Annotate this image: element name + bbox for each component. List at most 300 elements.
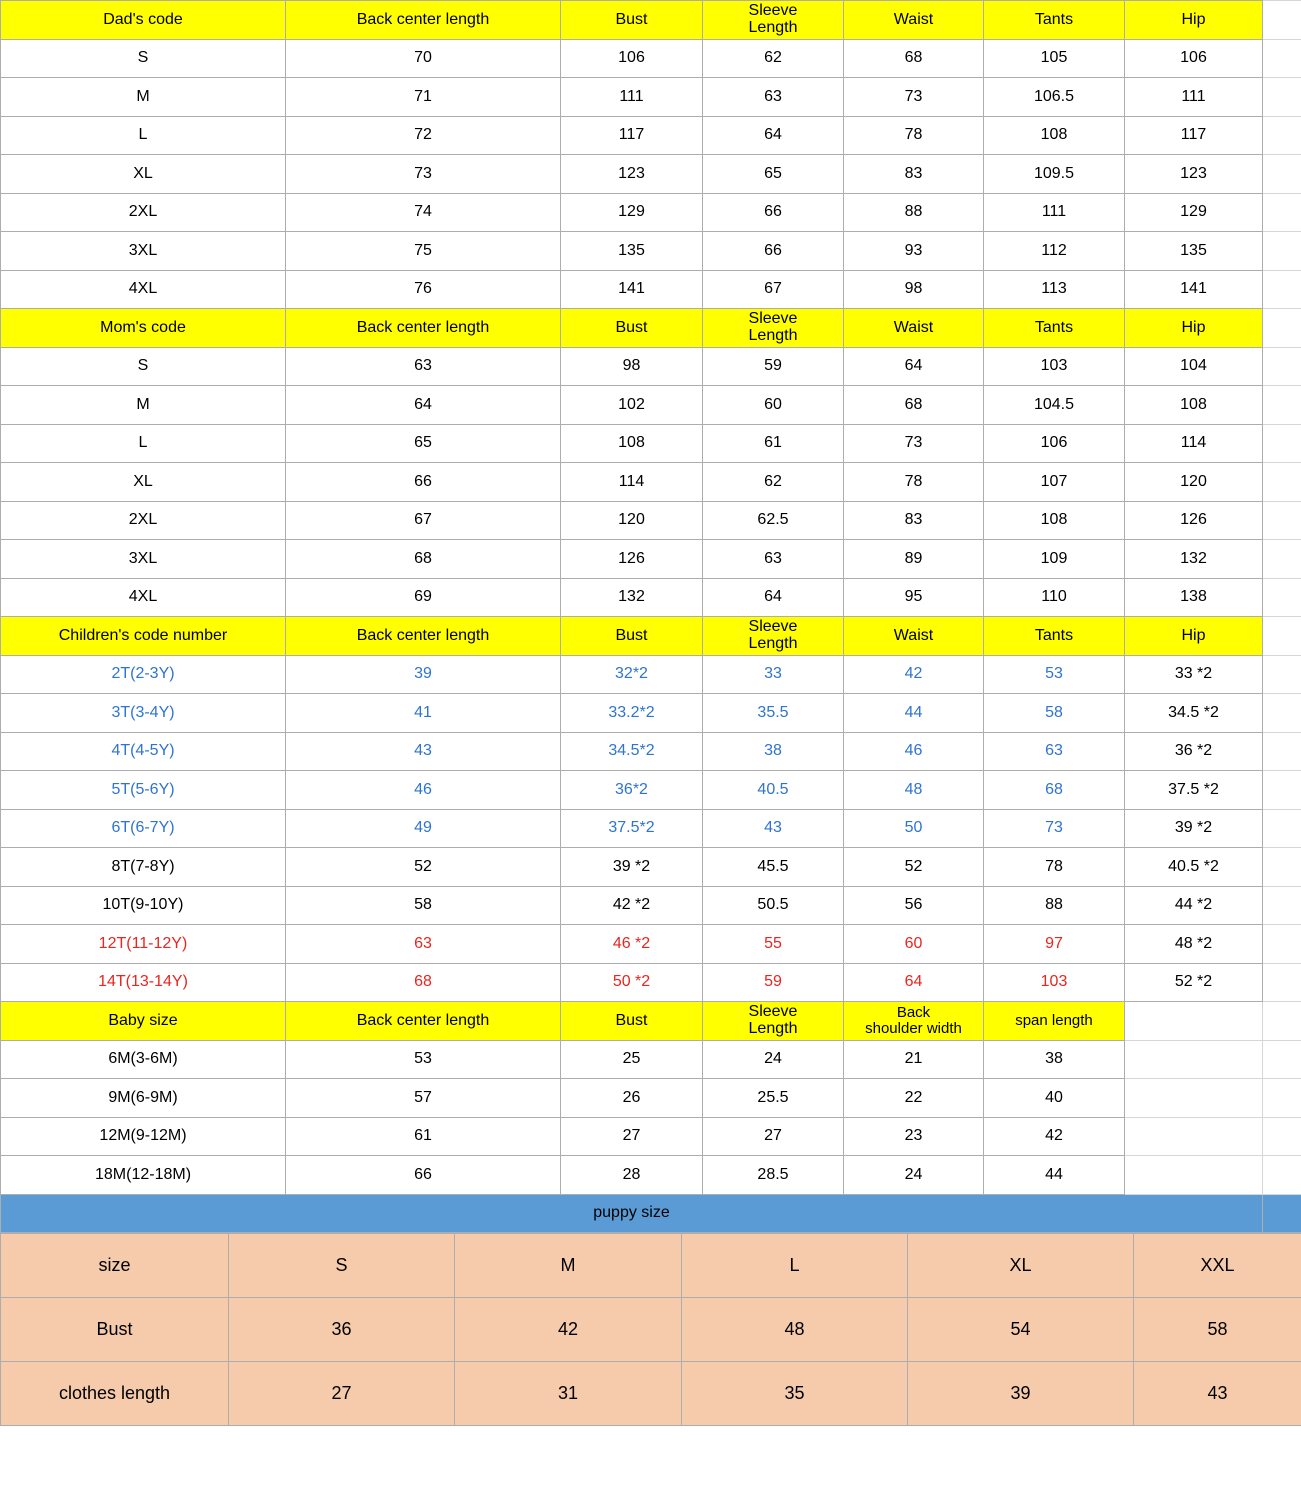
cell-bust: 135 bbox=[561, 232, 703, 271]
cell-back-center-length: 72 bbox=[286, 116, 561, 155]
table-row bbox=[1, 771, 1301, 810]
table-header-row-baby bbox=[1, 1002, 1301, 1041]
cell-back-shoulder-width: 24 bbox=[844, 1156, 984, 1195]
mom-header-waist: Waist bbox=[844, 309, 984, 348]
cell-hip: 48 *2 bbox=[1125, 925, 1263, 964]
cell-tants: 106.5 bbox=[984, 78, 1125, 117]
cell-sleeve-length: 24 bbox=[703, 1040, 844, 1079]
spacer-cell bbox=[1263, 694, 1301, 733]
cell-hip: 52 *2 bbox=[1125, 963, 1263, 1002]
cell-size: S bbox=[1, 347, 286, 386]
cell-waist: 50 bbox=[844, 809, 984, 848]
cell-tants: 111 bbox=[984, 193, 1125, 232]
spacer-cell bbox=[1263, 39, 1301, 78]
cell-back-center-length: 58 bbox=[286, 886, 561, 925]
table-row bbox=[1, 501, 1301, 540]
spacer-cell bbox=[1263, 463, 1301, 502]
table-header-row-children bbox=[1, 617, 1301, 656]
cell-tants: 53 bbox=[984, 655, 1125, 694]
dad-header-bust: Bust bbox=[561, 1, 703, 40]
cell-tants: 110 bbox=[984, 578, 1125, 617]
puppy-size-band bbox=[1, 1194, 1301, 1233]
children-header-bust: Bust bbox=[561, 617, 703, 656]
cell-bust-m: 42 bbox=[455, 1298, 682, 1362]
cell-hip: 40.5 *2 bbox=[1125, 848, 1263, 887]
cell-bust: 114 bbox=[561, 463, 703, 502]
cell-size: 4XL bbox=[1, 578, 286, 617]
cell-back-center-length: 76 bbox=[286, 270, 561, 309]
cell-waist: 98 bbox=[844, 270, 984, 309]
cell-back-center-length: 57 bbox=[286, 1079, 561, 1118]
cell-sleeve-length: 66 bbox=[703, 232, 844, 271]
puppy-row-label-clothes-length: clothes length bbox=[1, 1362, 229, 1426]
puppy-size-table bbox=[0, 1233, 1301, 1426]
cell-hip: 108 bbox=[1125, 386, 1263, 425]
mom-header-code: Mom's code bbox=[1, 309, 286, 348]
spacer-cell bbox=[1263, 116, 1301, 155]
mom-header-tants: Tants bbox=[984, 309, 1125, 348]
table-row bbox=[1, 232, 1301, 271]
cell-bust: 98 bbox=[561, 347, 703, 386]
cell-tants: 108 bbox=[984, 501, 1125, 540]
cell-tants: 106 bbox=[984, 424, 1125, 463]
cell-back-center-length: 63 bbox=[286, 347, 561, 386]
table-row bbox=[1, 1040, 1301, 1079]
cell-bust: 37.5*2 bbox=[561, 809, 703, 848]
cell-hip: 44 *2 bbox=[1125, 886, 1263, 925]
cell-back-center-length: 64 bbox=[286, 386, 561, 425]
table-row bbox=[1, 925, 1301, 964]
cell-back-center-length: 65 bbox=[286, 424, 561, 463]
cell-bust: 106 bbox=[561, 39, 703, 78]
cell-sleeve-length: 63 bbox=[703, 540, 844, 579]
table-row bbox=[1, 963, 1301, 1002]
cell-back-shoulder-width: 23 bbox=[844, 1117, 984, 1156]
cell-waist: 60 bbox=[844, 925, 984, 964]
cell-waist: 56 bbox=[844, 886, 984, 925]
cell-bust: 129 bbox=[561, 193, 703, 232]
cell-back-center-length: 66 bbox=[286, 463, 561, 502]
cell-tants: 109 bbox=[984, 540, 1125, 579]
cell-size: 5T(5-6Y) bbox=[1, 771, 286, 810]
table-row bbox=[1, 116, 1301, 155]
cell-size: L bbox=[1, 116, 286, 155]
spacer-cell bbox=[1125, 1079, 1263, 1118]
cell-back-center-length: 41 bbox=[286, 694, 561, 733]
cell-tants: 103 bbox=[984, 963, 1125, 1002]
baby-header-back-center-length: Back center length bbox=[286, 1002, 561, 1041]
cell-hip: 129 bbox=[1125, 193, 1263, 232]
cell-tants: 63 bbox=[984, 732, 1125, 771]
cell-tants: 113 bbox=[984, 270, 1125, 309]
spacer-cell bbox=[1263, 1194, 1301, 1233]
cell-sleeve-length: 59 bbox=[703, 963, 844, 1002]
spacer-cell bbox=[1263, 1156, 1301, 1195]
cell-bust: 120 bbox=[561, 501, 703, 540]
cell-bust: 26 bbox=[561, 1079, 703, 1118]
spacer-cell bbox=[1263, 424, 1301, 463]
cell-bust: 46 *2 bbox=[561, 925, 703, 964]
mom-header-back-center-length: Back center length bbox=[286, 309, 561, 348]
cell-sleeve-length: 62 bbox=[703, 39, 844, 78]
cell-sleeve-length: 62.5 bbox=[703, 501, 844, 540]
cell-back-center-length: 46 bbox=[286, 771, 561, 810]
cell-back-center-length: 68 bbox=[286, 963, 561, 1002]
cell-back-center-length: 74 bbox=[286, 193, 561, 232]
table-row bbox=[1, 424, 1301, 463]
spacer-cell bbox=[1125, 1040, 1263, 1079]
cell-hip: 114 bbox=[1125, 424, 1263, 463]
puppy-row-label-bust: Bust bbox=[1, 1298, 229, 1362]
spacer-cell bbox=[1263, 193, 1301, 232]
cell-back-center-length: 69 bbox=[286, 578, 561, 617]
cell-sleeve-length: 65 bbox=[703, 155, 844, 194]
cell-sleeve-length: 62 bbox=[703, 463, 844, 502]
cell-bust: 39 *2 bbox=[561, 848, 703, 887]
cell-waist: 48 bbox=[844, 771, 984, 810]
cell-waist: 95 bbox=[844, 578, 984, 617]
cell-back-center-length: 73 bbox=[286, 155, 561, 194]
table-row bbox=[1, 1362, 1301, 1426]
spacer-cell bbox=[1263, 270, 1301, 309]
cell-size: 3XL bbox=[1, 540, 286, 579]
cell-back-center-length: 39 bbox=[286, 655, 561, 694]
cell-size: 3T(3-4Y) bbox=[1, 694, 286, 733]
children-header-waist: Waist bbox=[844, 617, 984, 656]
spacer-cell bbox=[1263, 578, 1301, 617]
table-header-row-dad bbox=[1, 1, 1301, 40]
baby-header-bust: Bust bbox=[561, 1002, 703, 1041]
spacer-cell bbox=[1125, 1156, 1263, 1195]
cell-sleeve-length: 55 bbox=[703, 925, 844, 964]
cell-sleeve-length: 64 bbox=[703, 578, 844, 617]
cell-size: 14T(13-14Y) bbox=[1, 963, 286, 1002]
cell-size: 9M(6-9M) bbox=[1, 1079, 286, 1118]
cell-bust: 117 bbox=[561, 116, 703, 155]
cell-waist: 73 bbox=[844, 78, 984, 117]
cell-hip: 39 *2 bbox=[1125, 809, 1263, 848]
cell-tants: 107 bbox=[984, 463, 1125, 502]
cell-back-center-length: 61 bbox=[286, 1117, 561, 1156]
puppy-header-xxl: XXL bbox=[1134, 1234, 1301, 1298]
baby-header-sleeve-length: Sleeve Length bbox=[703, 1002, 844, 1041]
cell-span-length: 40 bbox=[984, 1079, 1125, 1118]
cell-tants: 103 bbox=[984, 347, 1125, 386]
dad-header-hip: Hip bbox=[1125, 1, 1263, 40]
cell-waist: 78 bbox=[844, 116, 984, 155]
cell-clothes-length-l: 35 bbox=[682, 1362, 908, 1426]
cell-bust: 126 bbox=[561, 540, 703, 579]
puppy-header-size: size bbox=[1, 1234, 229, 1298]
cell-size: 2XL bbox=[1, 501, 286, 540]
dad-header-code: Dad's code bbox=[1, 1, 286, 40]
cell-tants: 108 bbox=[984, 116, 1125, 155]
cell-sleeve-length: 59 bbox=[703, 347, 844, 386]
cell-tants: 104.5 bbox=[984, 386, 1125, 425]
cell-size: L bbox=[1, 424, 286, 463]
cell-size: XL bbox=[1, 463, 286, 502]
cell-back-center-length: 53 bbox=[286, 1040, 561, 1079]
children-header-tants: Tants bbox=[984, 617, 1125, 656]
cell-bust: 141 bbox=[561, 270, 703, 309]
cell-size: S bbox=[1, 39, 286, 78]
cell-size: 18M(12-18M) bbox=[1, 1156, 286, 1195]
table-row bbox=[1, 463, 1301, 502]
table-row bbox=[1, 848, 1301, 887]
table-row bbox=[1, 155, 1301, 194]
cell-bust: 111 bbox=[561, 78, 703, 117]
cell-size: 12M(9-12M) bbox=[1, 1117, 286, 1156]
cell-bust: 123 bbox=[561, 155, 703, 194]
table-row bbox=[1, 578, 1301, 617]
cell-size: 10T(9-10Y) bbox=[1, 886, 286, 925]
cell-back-center-length: 43 bbox=[286, 732, 561, 771]
cell-waist: 42 bbox=[844, 655, 984, 694]
cell-tants: 112 bbox=[984, 232, 1125, 271]
cell-sleeve-length: 64 bbox=[703, 116, 844, 155]
spacer-cell bbox=[1125, 1117, 1263, 1156]
table-row bbox=[1, 78, 1301, 117]
cell-sleeve-length: 63 bbox=[703, 78, 844, 117]
table-row bbox=[1, 193, 1301, 232]
cell-waist: 46 bbox=[844, 732, 984, 771]
cell-sleeve-length: 40.5 bbox=[703, 771, 844, 810]
cell-bust: 108 bbox=[561, 424, 703, 463]
cell-hip: 36 *2 bbox=[1125, 732, 1263, 771]
cell-hip: 132 bbox=[1125, 540, 1263, 579]
cell-hip: 117 bbox=[1125, 116, 1263, 155]
table-row bbox=[1, 540, 1301, 579]
cell-back-center-length: 75 bbox=[286, 232, 561, 271]
cell-size: 2T(2-3Y) bbox=[1, 655, 286, 694]
cell-waist: 83 bbox=[844, 501, 984, 540]
cell-back-center-length: 49 bbox=[286, 809, 561, 848]
spacer-cell bbox=[1263, 1079, 1301, 1118]
cell-size: 2XL bbox=[1, 193, 286, 232]
mom-header-sleeve-length: Sleeve Length bbox=[703, 309, 844, 348]
cell-back-shoulder-width: 22 bbox=[844, 1079, 984, 1118]
cell-bust: 25 bbox=[561, 1040, 703, 1079]
puppy-header-row bbox=[1, 1234, 1301, 1298]
spacer-cell bbox=[1263, 540, 1301, 579]
cell-size: 6T(6-7Y) bbox=[1, 809, 286, 848]
spacer-cell bbox=[1263, 1, 1301, 40]
spacer-cell bbox=[1263, 1117, 1301, 1156]
cell-bust-xxl: 58 bbox=[1134, 1298, 1301, 1362]
cell-sleeve-length: 45.5 bbox=[703, 848, 844, 887]
cell-bust-xl: 54 bbox=[908, 1298, 1134, 1362]
cell-bust: 33.2*2 bbox=[561, 694, 703, 733]
cell-hip: 126 bbox=[1125, 501, 1263, 540]
puppy-header-xl: XL bbox=[908, 1234, 1134, 1298]
spacer-cell bbox=[1263, 617, 1301, 656]
children-header-back-center-length: Back center length bbox=[286, 617, 561, 656]
cell-hip: 135 bbox=[1125, 232, 1263, 271]
cell-hip: 37.5 *2 bbox=[1125, 771, 1263, 810]
cell-hip: 34.5 *2 bbox=[1125, 694, 1263, 733]
cell-waist: 68 bbox=[844, 386, 984, 425]
cell-sleeve-length: 35.5 bbox=[703, 694, 844, 733]
cell-waist: 73 bbox=[844, 424, 984, 463]
cell-back-center-length: 71 bbox=[286, 78, 561, 117]
table-row bbox=[1, 732, 1301, 771]
cell-waist: 68 bbox=[844, 39, 984, 78]
cell-tants: 105 bbox=[984, 39, 1125, 78]
cell-back-center-length: 70 bbox=[286, 39, 561, 78]
baby-header-back-shoulder-width: Back shoulder width bbox=[844, 1002, 984, 1041]
cell-waist: 89 bbox=[844, 540, 984, 579]
cell-hip: 33 *2 bbox=[1125, 655, 1263, 694]
cell-hip: 104 bbox=[1125, 347, 1263, 386]
cell-back-center-length: 63 bbox=[286, 925, 561, 964]
table-row bbox=[1, 886, 1301, 925]
cell-waist: 44 bbox=[844, 694, 984, 733]
cell-bust: 27 bbox=[561, 1117, 703, 1156]
cell-waist: 64 bbox=[844, 963, 984, 1002]
cell-span-length: 44 bbox=[984, 1156, 1125, 1195]
cell-sleeve-length: 25.5 bbox=[703, 1079, 844, 1118]
puppy-header-s: S bbox=[229, 1234, 455, 1298]
cell-sleeve-length: 33 bbox=[703, 655, 844, 694]
baby-header-size: Baby size bbox=[1, 1002, 286, 1041]
spacer-cell bbox=[1263, 1002, 1301, 1041]
table-row bbox=[1, 386, 1301, 425]
cell-bust: 34.5*2 bbox=[561, 732, 703, 771]
table-header-row-mom bbox=[1, 309, 1301, 348]
dad-header-waist: Waist bbox=[844, 1, 984, 40]
spacer-cell bbox=[1263, 309, 1301, 348]
baby-header-span-length: span length bbox=[984, 1002, 1125, 1041]
puppy-header-m: M bbox=[455, 1234, 682, 1298]
spacer-cell bbox=[1263, 925, 1301, 964]
cell-sleeve-length: 50.5 bbox=[703, 886, 844, 925]
cell-size: M bbox=[1, 78, 286, 117]
table-row bbox=[1, 347, 1301, 386]
cell-sleeve-length: 43 bbox=[703, 809, 844, 848]
mom-header-hip: Hip bbox=[1125, 309, 1263, 348]
cell-waist: 88 bbox=[844, 193, 984, 232]
table-row bbox=[1, 694, 1301, 733]
cell-back-center-length: 66 bbox=[286, 1156, 561, 1195]
table-row bbox=[1, 39, 1301, 78]
cell-bust: 42 *2 bbox=[561, 886, 703, 925]
cell-back-center-length: 67 bbox=[286, 501, 561, 540]
cell-tants: 73 bbox=[984, 809, 1125, 848]
spacer-cell bbox=[1263, 732, 1301, 771]
cell-waist: 83 bbox=[844, 155, 984, 194]
cell-tants: 78 bbox=[984, 848, 1125, 887]
mom-header-bust: Bust bbox=[561, 309, 703, 348]
spacer-cell bbox=[1263, 963, 1301, 1002]
cell-sleeve-length: 61 bbox=[703, 424, 844, 463]
cell-clothes-length-xxl: 43 bbox=[1134, 1362, 1301, 1426]
cell-size: 4XL bbox=[1, 270, 286, 309]
spacer-cell bbox=[1263, 771, 1301, 810]
spacer-cell bbox=[1263, 1040, 1301, 1079]
spacer-cell bbox=[1263, 78, 1301, 117]
cell-hip: 120 bbox=[1125, 463, 1263, 502]
cell-bust: 36*2 bbox=[561, 771, 703, 810]
cell-back-center-length: 52 bbox=[286, 848, 561, 887]
cell-size: 8T(7-8Y) bbox=[1, 848, 286, 887]
cell-sleeve-length: 60 bbox=[703, 386, 844, 425]
children-header-sleeve-length: Sleeve Length bbox=[703, 617, 844, 656]
cell-size: XL bbox=[1, 155, 286, 194]
cell-size: 3XL bbox=[1, 232, 286, 271]
table-row bbox=[1, 809, 1301, 848]
cell-clothes-length-xl: 39 bbox=[908, 1362, 1134, 1426]
cell-waist: 78 bbox=[844, 463, 984, 502]
cell-hip: 138 bbox=[1125, 578, 1263, 617]
cell-hip: 106 bbox=[1125, 39, 1263, 78]
puppy-header-l: L bbox=[682, 1234, 908, 1298]
spacer-cell bbox=[1263, 232, 1301, 271]
table-row bbox=[1, 1079, 1301, 1118]
spacer-cell bbox=[1263, 347, 1301, 386]
cell-waist: 52 bbox=[844, 848, 984, 887]
cell-hip: 111 bbox=[1125, 78, 1263, 117]
dad-header-sleeve-length: Sleeve Length bbox=[703, 1, 844, 40]
cell-bust: 50 *2 bbox=[561, 963, 703, 1002]
table-row bbox=[1, 655, 1301, 694]
cell-sleeve-length: 27 bbox=[703, 1117, 844, 1156]
cell-size: 6M(3-6M) bbox=[1, 1040, 286, 1079]
cell-back-shoulder-width: 21 bbox=[844, 1040, 984, 1079]
puppy-size-label: puppy size bbox=[1, 1194, 1263, 1233]
spacer-cell bbox=[1125, 1002, 1263, 1041]
spacer-cell bbox=[1263, 886, 1301, 925]
cell-span-length: 42 bbox=[984, 1117, 1125, 1156]
cell-clothes-length-m: 31 bbox=[455, 1362, 682, 1426]
children-header-code: Children's code number bbox=[1, 617, 286, 656]
cell-waist: 64 bbox=[844, 347, 984, 386]
table-row bbox=[1, 1117, 1301, 1156]
cell-size: M bbox=[1, 386, 286, 425]
cell-bust: 32*2 bbox=[561, 655, 703, 694]
cell-clothes-length-s: 27 bbox=[229, 1362, 455, 1426]
cell-sleeve-length: 38 bbox=[703, 732, 844, 771]
dad-header-tants: Tants bbox=[984, 1, 1125, 40]
cell-back-center-length: 68 bbox=[286, 540, 561, 579]
cell-bust-l: 48 bbox=[682, 1298, 908, 1362]
cell-tants: 97 bbox=[984, 925, 1125, 964]
table-row bbox=[1, 1298, 1301, 1362]
cell-waist: 93 bbox=[844, 232, 984, 271]
cell-bust-s: 36 bbox=[229, 1298, 455, 1362]
cell-tants: 88 bbox=[984, 886, 1125, 925]
table-row bbox=[1, 1156, 1301, 1195]
cell-sleeve-length: 66 bbox=[703, 193, 844, 232]
cell-size: 4T(4-5Y) bbox=[1, 732, 286, 771]
cell-sleeve-length: 28.5 bbox=[703, 1156, 844, 1195]
spacer-cell bbox=[1263, 155, 1301, 194]
cell-sleeve-length: 67 bbox=[703, 270, 844, 309]
spacer-cell bbox=[1263, 809, 1301, 848]
cell-bust: 132 bbox=[561, 578, 703, 617]
cell-tants: 68 bbox=[984, 771, 1125, 810]
spacer-cell bbox=[1263, 501, 1301, 540]
cell-bust: 28 bbox=[561, 1156, 703, 1195]
cell-hip: 141 bbox=[1125, 270, 1263, 309]
spacer-cell bbox=[1263, 386, 1301, 425]
cell-size: 12T(11-12Y) bbox=[1, 925, 286, 964]
cell-span-length: 38 bbox=[984, 1040, 1125, 1079]
cell-bust: 102 bbox=[561, 386, 703, 425]
cell-hip: 123 bbox=[1125, 155, 1263, 194]
cell-tants: 109.5 bbox=[984, 155, 1125, 194]
children-header-hip: Hip bbox=[1125, 617, 1263, 656]
cell-tants: 58 bbox=[984, 694, 1125, 733]
